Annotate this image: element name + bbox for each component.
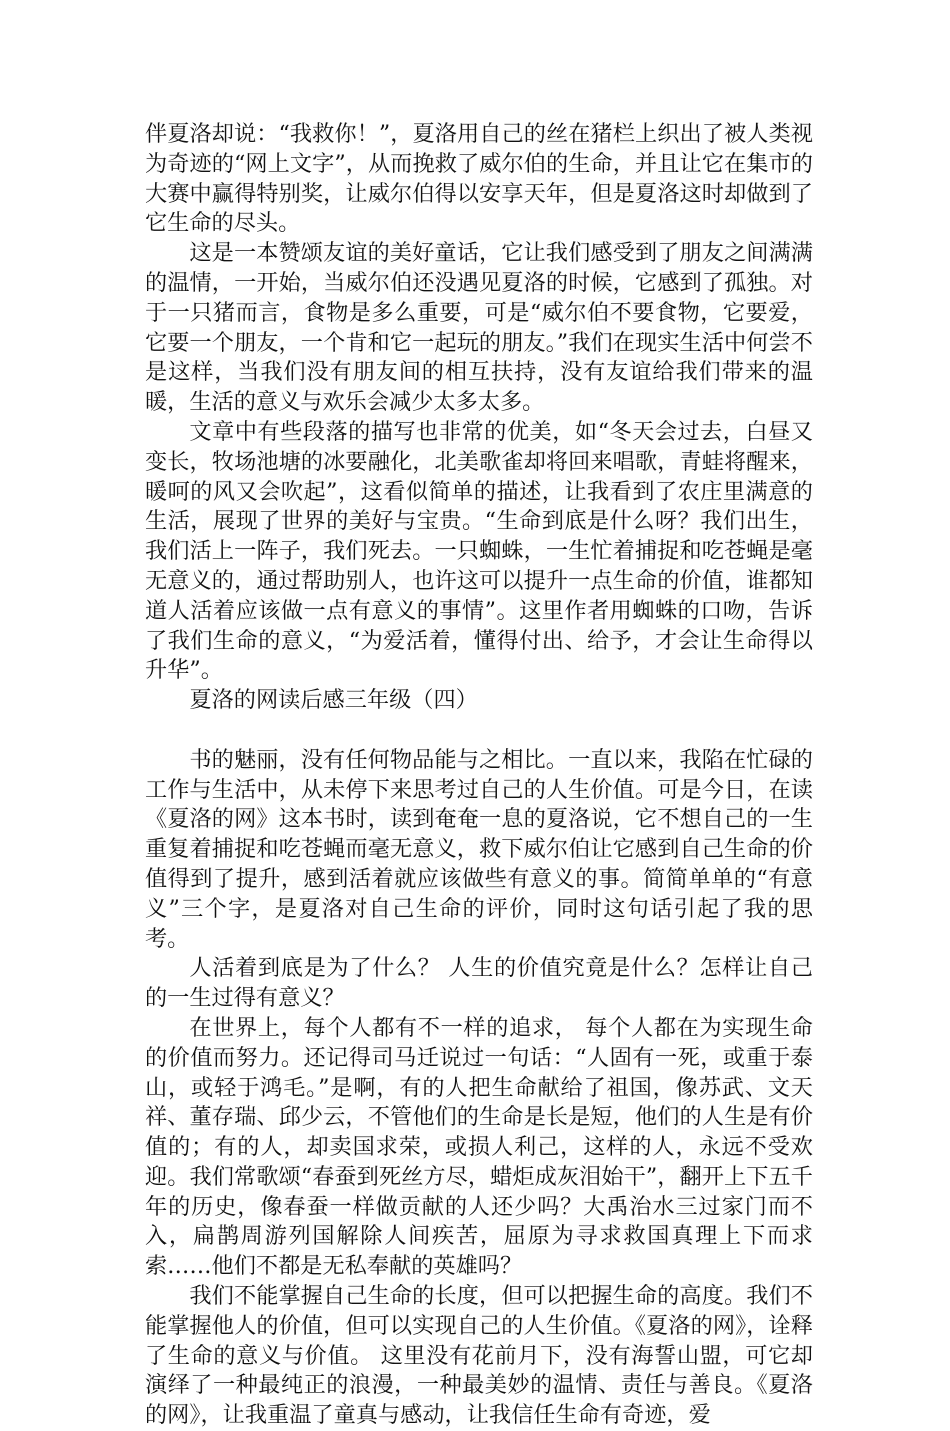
paragraph-question: 人活着到底是为了什么？ 人生的价值究竟是什么？怎样让自己的一生过得有意义？ — [145, 955, 813, 1012]
paragraph-height-of-life: 我们不能掌握自己生命的长度，但可以把握生命的高度。我们不能掌握他人的价值，但可以实现自己的人生价值。《夏洛的网》，诠释了生命的意义与价值。 这里没有花前月下，没有海誓山盟，可它却演绎了一种最纯正的浪漫，一种最美妙的温情、责任与善良。《夏洛的网》，让我重温了童真与感动，让我信任生命有奇迹，爱 — [145, 1283, 813, 1429]
paragraph-friendship-fairy-tale: 这是一本赞颂友谊的美好童话，它让我们感受到了朋友之间满满的温情，一开始，当威尔伯还没遇见夏洛的时候，它感到了孤独。对于一只猪而言，食物是多么重要，可是“威尔伯不要食物，它要爱，它要一个朋友，一个肯和它一起玩的朋友。”我们在现实生活中何尝不是这样，当我们没有朋友间的相互扶持，没有友谊给我们带来的温暖，生活的意义与欢乐会减少太多太多。 — [145, 240, 813, 416]
section-heading: 夏洛的网读后感三年级（四） — [189, 687, 478, 714]
paragraph-charm-of-books: 书的魅丽，没有任何物品能与之相比。一直以来，我陷在忙碌的工作与生活中，从未停下来思考过自己的人生价值。可是今日，在读《夏洛的网》这本书时，读到奄奄一息的夏洛说，它不想自己的一生重复着捕捉和吃苍蝇而毫无意义，救下威尔伯让它感到自己生命的价值得到了提升，感到活着就应该做些有意义的事。简简单单的“有意义”三个字，是夏洛对自己生命的评价，同时这句话引起了我的思考。 — [145, 746, 813, 952]
paragraph-continuation: 伴夏洛却说：“我救你！”，夏洛用自己的丝在猪栏上织出了被人类视为奇迹的“网上文字”，从而挽救了威尔伯的生命，并且让它在集市的大赛中赢得特别奖，让威尔伯得以安享天年，但是夏洛这时却做到了它生命的尽头。 — [145, 121, 813, 237]
document-body — [145, 120, 813, 1431]
blank-line — [145, 716, 813, 746]
paragraph-beautiful-descriptions: 文章中有些段落的描写也非常的优美，如“冬天会过去，白昼又变长，牧场池塘的冰要融化，北美歌雀却将回来唱歌，青蛙将醒来，暖呵的风又会吹起”，这看似简单的描述，让我看到了农庄里满意的生活，展现了世界的美好与宝贵。“生命到底是什么呀？我们出生，我们活上一阵子，我们死去。一只蜘蛛，一生忙着捕捉和吃苍蝇是毫无意义的，通过帮助别人，也许这可以提升一点生命的价值，谁都知道人活着应该做一点有意义的事情”。这里作者用蜘蛛的口吻，告诉了我们生命的意义，“为爱活着，懂得付出、给予，才会让生命得以升华”。 — [145, 418, 813, 684]
paragraph-value-of-life: 在世界上，每个人都有不一样的追求， 每个人都在为实现生命的价值而努力。还记得司马迁说过一句话：“人固有一死，或重于泰山，或轻于鸿毛。”是啊，有的人把生命献给了祖国，像苏武、文天祥、董存瑞、邱少云，不管他们的生命是长是短，他们的人生是有价值的；有的人，却卖国求荣，或损人利己，这样的人，永远不受欢迎。我们常歌颂“春蚕到死丝方尽，蜡炬成灰泪始干”，翻开上下五千年的历史，像春蚕一样做贡献的人还少吗？大禹治水三过家门而不入，扁鹊周游列国解除人间疾苦，屈原为寻求救国真理上下而求索……他们不都是无私奉献的英雄吗？ — [145, 1014, 813, 1280]
